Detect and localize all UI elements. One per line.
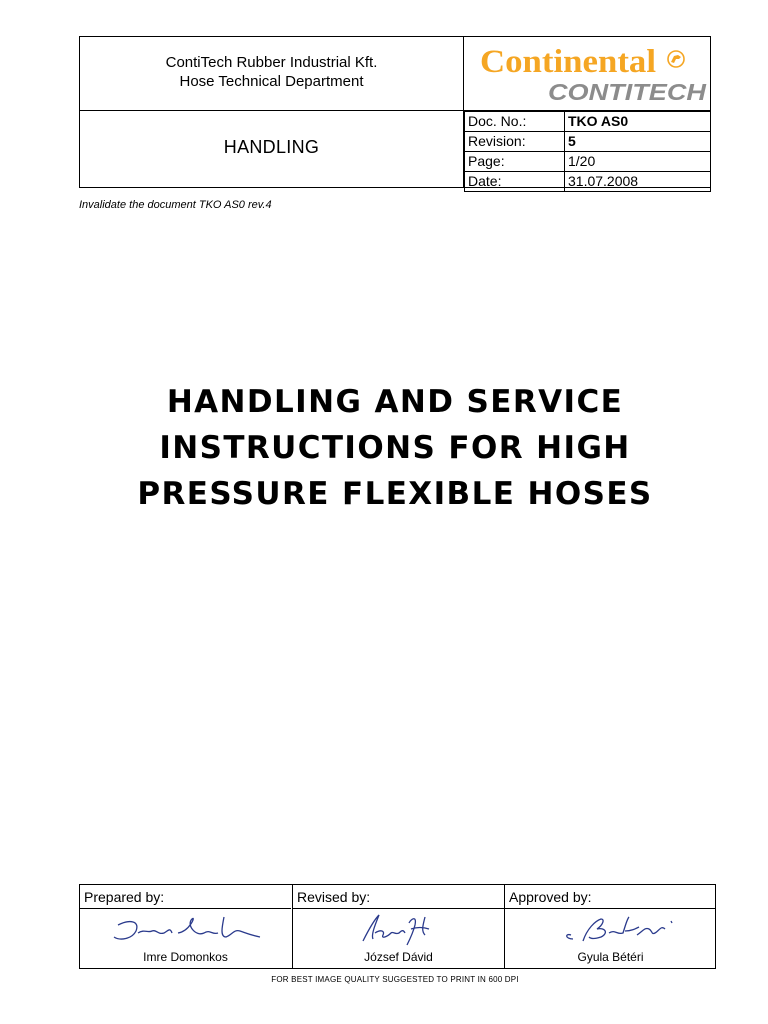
company-name <box>80 53 463 91</box>
signature-cell-approved <box>504 885 716 968</box>
logo-brand-text: Continental <box>480 44 656 80</box>
meta-value: TKO AS0 <box>565 112 711 132</box>
meta-label: Page: <box>465 152 565 172</box>
signature-cell-prepared <box>80 885 291 968</box>
title-line-3: PRESSURE FLEXIBLE HOSES <box>137 476 653 512</box>
signature-table <box>79 884 716 969</box>
handwritten-signature <box>313 911 493 951</box>
meta-value: 5 <box>565 132 711 152</box>
signature-role-label: Revised by: <box>293 885 504 909</box>
meta-label: Revision: <box>465 132 565 152</box>
title-line-1: HANDLING AND SERVICE <box>166 384 624 420</box>
continental-contitech-logo <box>464 37 710 110</box>
print-quality-note: FOR BEST IMAGE QUALITY SUGGESTED TO PRINT IN 600 DPI <box>271 975 519 984</box>
section-title: HANDLING <box>223 137 320 157</box>
meta-row <box>465 172 711 192</box>
document-title <box>80 379 710 517</box>
signature-role-label: Prepared by: <box>80 885 291 909</box>
meta-value: 31.07.2008 <box>565 172 711 192</box>
signatory-name: Gyula Bétéri <box>577 950 644 964</box>
horse-emblem-icon <box>668 51 684 67</box>
department-line: Hose Technical Department <box>179 73 364 90</box>
signature-cell-revised <box>292 885 504 968</box>
invalidate-note: Invalidate the document TKO AS0 rev.4 <box>79 199 272 211</box>
meta-value: 1/20 <box>565 152 711 172</box>
handwritten-signature <box>100 911 280 951</box>
handwritten-signature <box>525 911 705 951</box>
meta-row <box>465 152 711 172</box>
signatory-name: Imre Domonkos <box>143 950 228 964</box>
document-meta-table <box>464 111 711 192</box>
signature-role-label: Approved by: <box>505 885 716 909</box>
logo-sub-text: CONTITECH <box>548 79 707 105</box>
document-header <box>79 36 711 188</box>
signatory-name: József Dávid <box>364 950 433 964</box>
meta-row <box>465 112 711 132</box>
company-line-1: ContiTech Rubber Industrial Kft. <box>165 54 378 71</box>
meta-row <box>465 132 711 152</box>
meta-label: Date: <box>465 172 565 192</box>
title-line-2: INSTRUCTIONS FOR HIGH <box>159 430 631 466</box>
meta-label: Doc. No.: <box>465 112 565 132</box>
